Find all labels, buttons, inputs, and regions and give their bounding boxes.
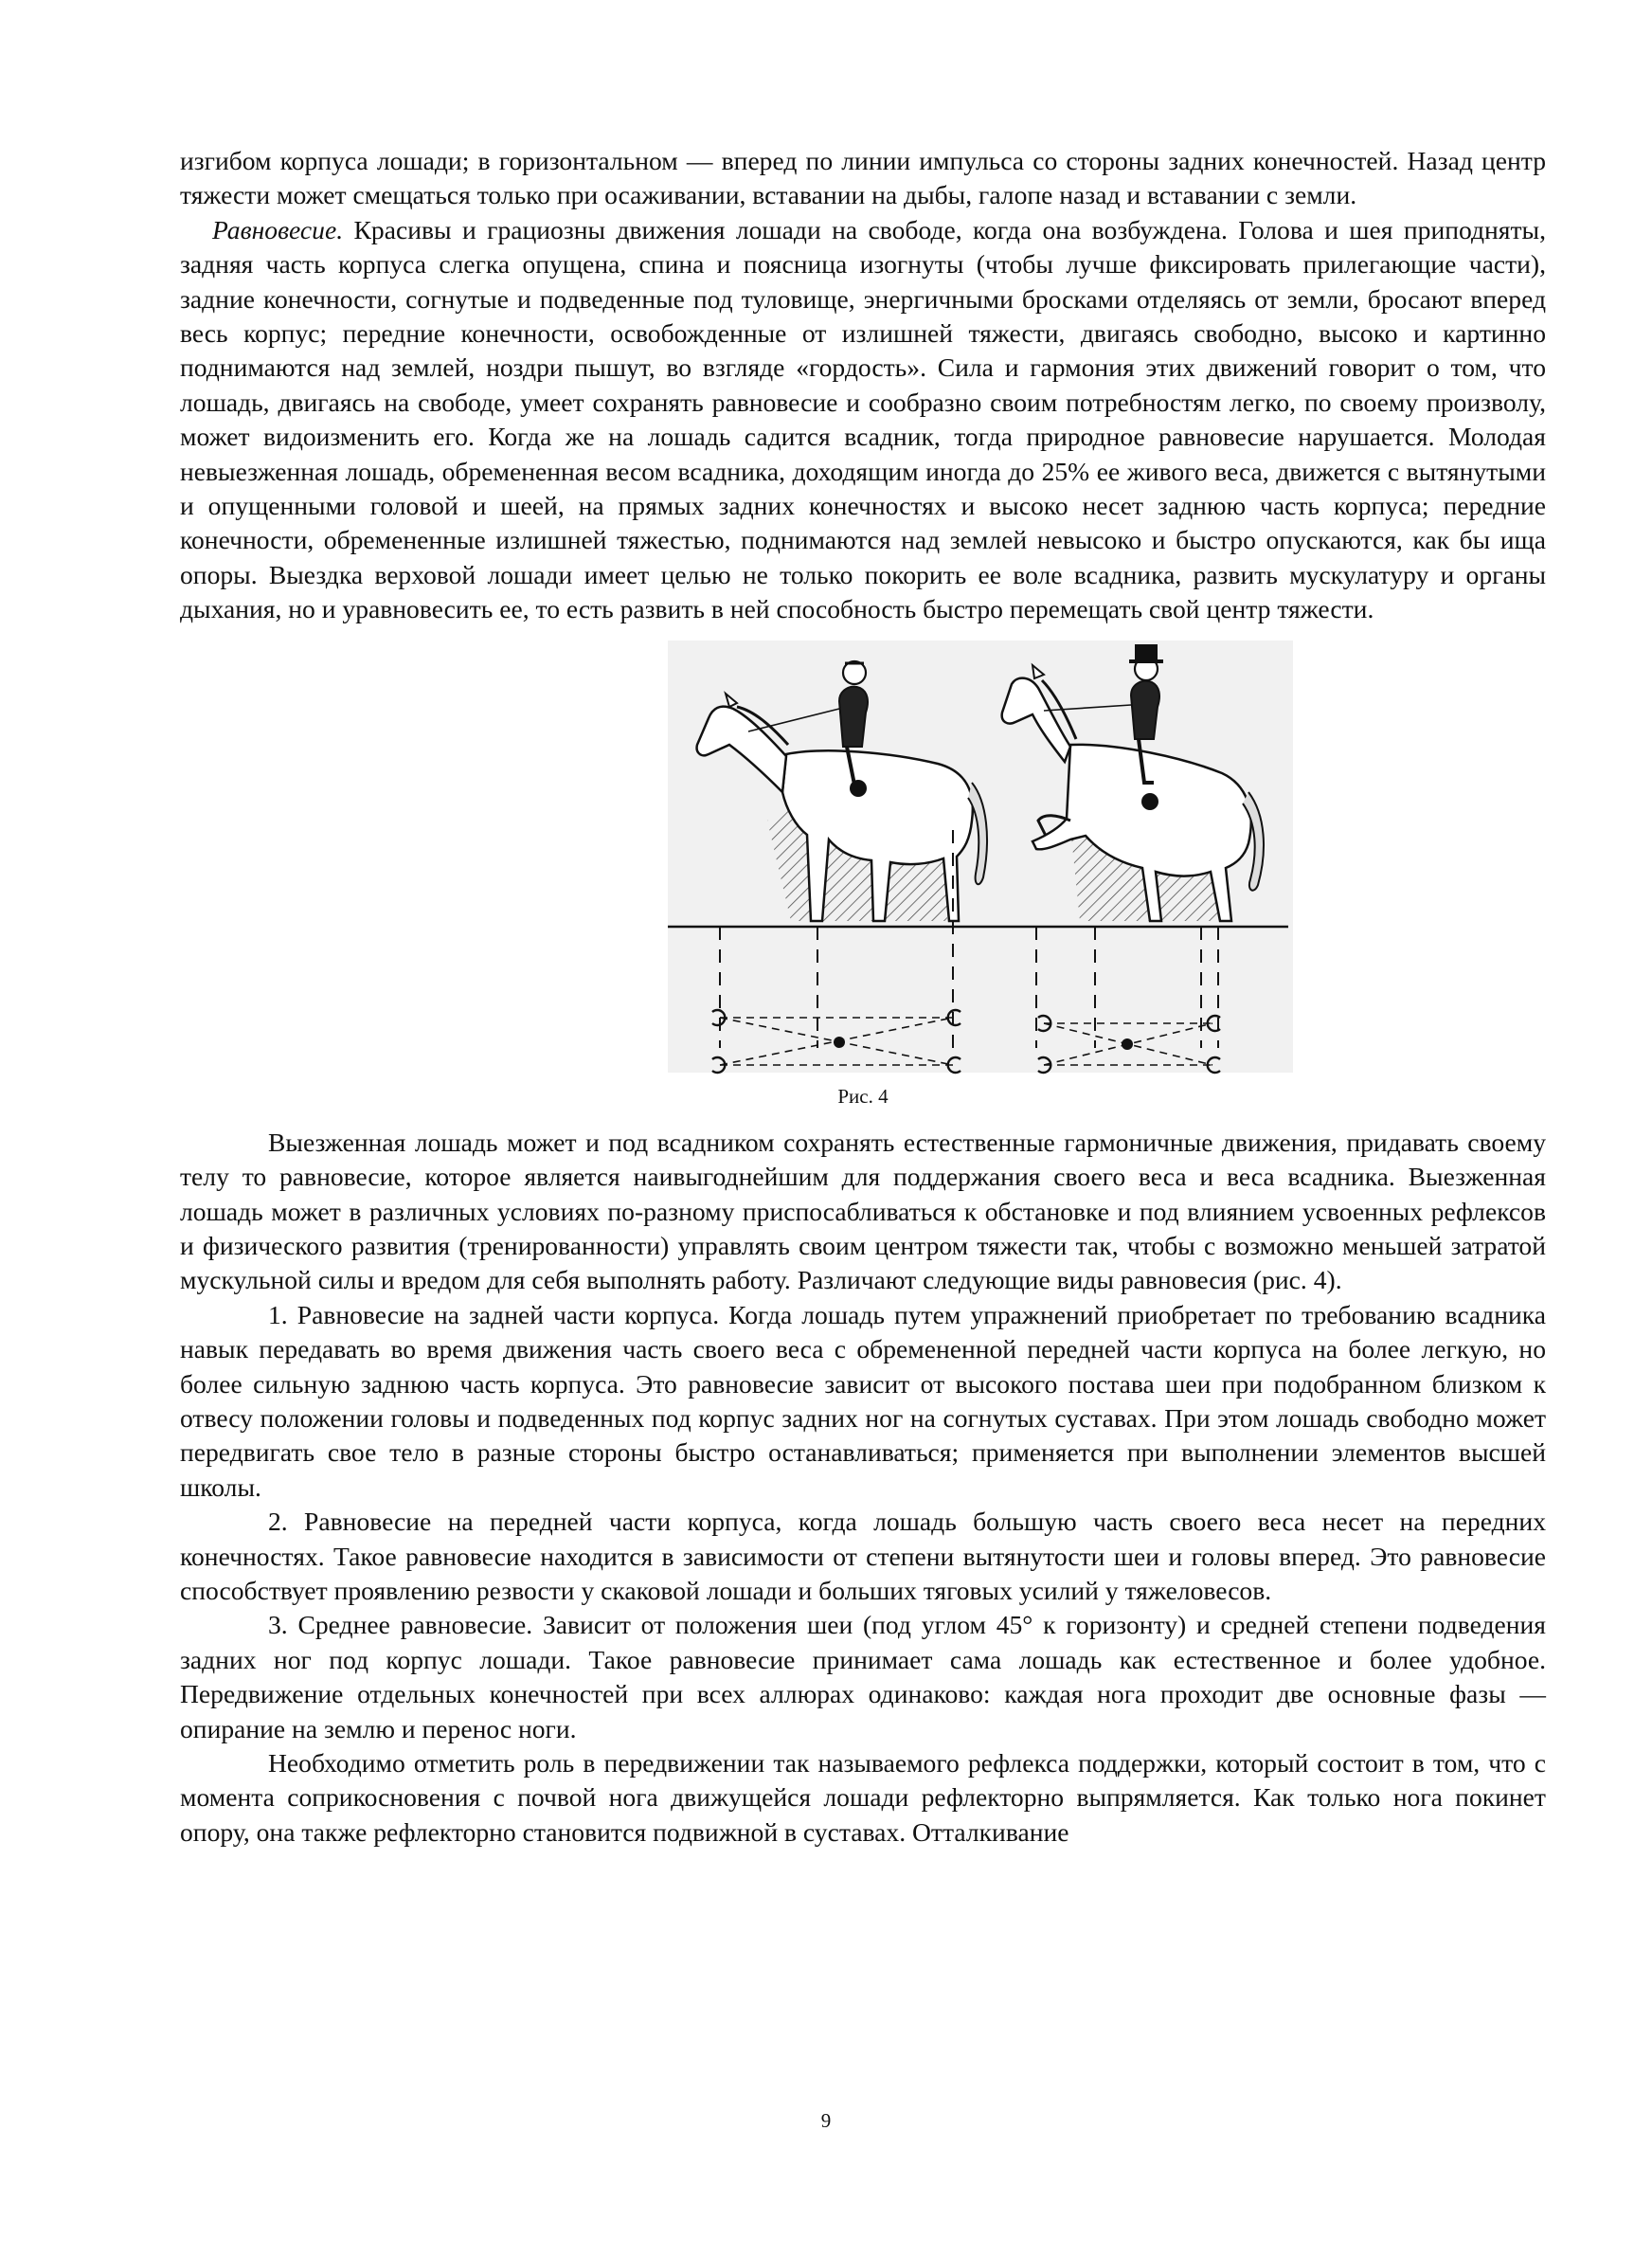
horse-rider-balance-illustration bbox=[464, 641, 1298, 1076]
figure-4 bbox=[180, 641, 1546, 1126]
paragraph-balance-type-3: 3. Среднее равновесие. Зависит от положения шеи (под углом 45° к горизонту) и средней степени подведения задних ног под корпус лошади. Такое равновесие принимает сама лошадь как естественное и более удобное. Передвижение отдельных конечностей при всех аллюрах одинаково: каждая нога проходит две основные фазы — опирание на землю и перенос ноги. bbox=[180, 1610, 1546, 1743]
page-number: 9 bbox=[820, 2109, 832, 2132]
paragraph-continuation: изгибом корпуса лошади; в горизонтальном — вперед по линии импульса со стороны задних конечностей. Назад центр тяжести может смещаться только при осаживании, вставании на дыбы, галопе назад и вставании с земли. bbox=[180, 146, 1546, 210]
figure-caption: Рис. 4 bbox=[837, 1084, 889, 1108]
paragraph-balance bbox=[180, 213, 1546, 627]
paragraph-balance-type-2: 2. Равновесие на передней части корпуса, когда лошадь большую часть своего веса несет на передних конечностях. Такое равновесие находится в зависимости от степени вытянутости шеи и головы вперед. Это равновесие способствует проявлению резвости у скаковой лошади и больших тяговых усилий у тяжеловесов. bbox=[180, 1507, 1546, 1605]
paragraph-trained-horse: Выезженная лошадь может и под всадником сохранять естественные гармоничные движения, придавать своему телу то равновесие, которое является наивыгоднейшим для поддержания своего веса и веса всадника. Выезженная лошадь может в различных условиях по-разному приспосабливаться к обстановке и под влиянием усвоенных рефлексов и физического развития (тренированности) управлять своим центром тяжести так, чтобы с возможно меньшей затратой мускульной силы и вредом для себя выполнять работу. Различают следующие виды равновесия (рис. 4). bbox=[180, 1127, 1546, 1295]
paragraph-support-reflex: Необходимо отметить роль в передвижении так называемого рефлекса поддержки, который состоит в том, что с момента соприкосновения с почвой нога движущейся лошади рефлекторно выпрямляется. Как только нога покинет опору, она также рефлекторно становится подвижной в суставах. Отталкивание bbox=[180, 1748, 1546, 1847]
paragraph-balance-type-1: 1. Равновесие на задней части корпуса. Когда лошадь путем упражнений приобретает по требованию всадника навык передавать во время движения часть своего веса с обремененной передней части корпуса на более легкую, но более сильную заднюю часть корпуса. Это равновесие зависит от высокого постава шеи при подобранном близком к отвесу положении головы и подведенных под корпус задних ног на согнутых суставах. При этом лошадь свободно может передвигать свое тело в разные стороны быстро останавливаться; применяется при выполнении элементов высшей школы. bbox=[180, 1299, 1546, 1502]
paragraph-balance-text: Красивы и грациозны движения лошади на свободе, когда она возбуждена. Голова и шея приподняты, задняя часть корпуса слегка опущена, спина и поясница изогнуты (чтобы лучше фиксировать прилегающие части), задние конечности, согнутые и подведенные под туловище, энергичными бросками отделяясь от земли, бросают вперед весь корпус; передние конечности, освобожденные от излишней тяжести, двигаясь свободно, высоко и картинно поднимаются над землей, ноздри пышут, во взгляде «гордость». Сила и гармония этих движений говорит о том, что лошадь, двигаясь на свободе, умеет сохранять равновесие и сообразно своим потребностям легко, по своему произволу, может видоизменить его. Когда же на лошадь садится всадник, тогда природное равновесие нарушается. Молодая невыезженная лошадь, обремененная весом всадника, доходящим иногда до 25% ее живого веса, движется с вытянутыми и опущенными головой и шеей, на прямых задних конечностях и высоко несет заднюю часть корпуса; передние конечности, обремененные излишней тяжестью, поднимаются над землей невысоко и быстро опускаются, как бы ища опоры. Выездка верховой лошади имеет целью не только покорить ее воле всадника, развить мускулатуру и органы дыхания, но и уравновесить ее, то есть развить в ней способность быстро перемещать свой центр тяжести. bbox=[180, 214, 1546, 624]
term-balance: Равновесие. bbox=[212, 214, 344, 244]
document-page bbox=[180, 144, 1546, 1850]
